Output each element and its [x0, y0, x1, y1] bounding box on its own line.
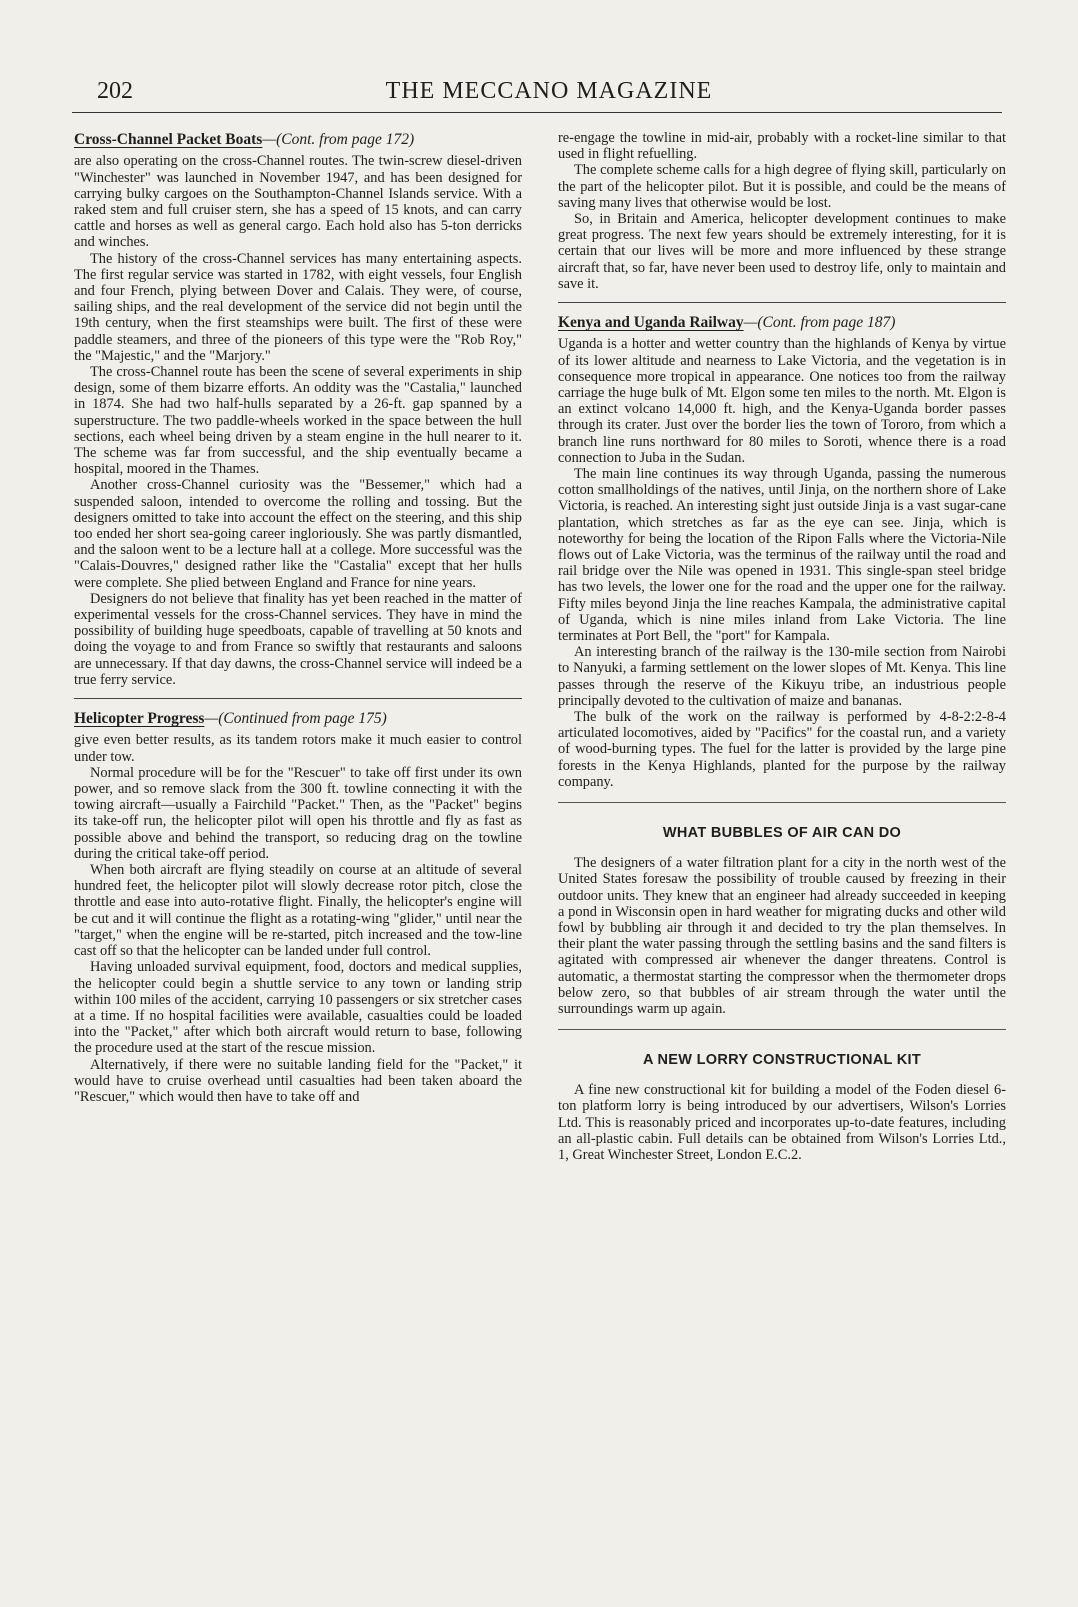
continuation-note: —(Continued from page 175): [204, 710, 387, 728]
paragraph: Normal procedure will be for the "Rescuer" to take off first under its own power, and so remove slack from the 300 ft. towline connecting it with the towing aircraft—usually a Fairchild "Packet." Then, as the "Packet" begins its take-off run, the helicopter pilot will open his throttle and fly as fast as possible above and behind the transport, so reducing drag on the towline during the critical take-off period.: [74, 764, 522, 862]
lorry-kit-heading: A NEW LORRY CONSTRUCTIONAL KIT: [642, 1052, 922, 1069]
paragraph: Alternatively, if there were no suitable landing field for the "Packet," it would have to cruise overhead until casualties had been taken aboard the "Rescuer," which would then have to take off and: [74, 1056, 522, 1105]
section-rule: [558, 802, 1006, 803]
paragraph: Uganda is a hotter and wetter country than the highlands of Kenya by virtue of its lower altitude and nearness to Lake Victoria, and the vegetation is in consequence more tropical in appearance. One notices too from the railway carriage the huge bulk of Mt. Elgon some ten miles to the north. Mt. Elgon is an extinct volcano 14,000 ft. high, and the Kenya-Uganda border passes through its crater. Just over the border lies the town of Tororo, from which a branch line runs northward for 80 miles to Soroti, whence there is a road connection to Juba in the Sudan.: [558, 336, 1006, 466]
paragraph: The bulk of the work on the railway is performed by 4-8-2:2-8-4 articulated locomotives, aided by "Pacifics" for the coastal run, and a variety of wood-burning types. The fuel for the latter is provided by the large pine forests in the Kenya Highlands, planted for the purpose by the railway company.: [558, 709, 1006, 790]
section-rule: [74, 698, 522, 699]
continuation-note: —(Cont. from page 187): [743, 314, 896, 332]
paragraph: The cross-Channel route has been the scene of several experiments in ship design, some of them bizarre efforts. An oddity was the "Castalia," launched in 1874. She had two half-hulls separated by a 26-ft. gap spanned by a superstructure. The two paddle-wheels worked in the space between the hull sections, each wheel being driven by a steam engine in the hull nearer to it. The scheme was far from successful, and the ship eventually became a hospital, moored in the Thames.: [74, 364, 522, 478]
paragraph: re-engage the towline in mid-air, probably with a rocket-line similar to that used in flight refuelling.: [558, 130, 1006, 163]
railway-heading: [558, 313, 1006, 332]
paragraph: give even better results, as its tandem rotors make it much easier to control under tow.: [74, 732, 522, 765]
page-header: [97, 78, 1001, 112]
paragraph: When both aircraft are flying steadily on course at an altitude of several hundred feet, the helicopter pilot will slowly decrease rotor pitch, close the throttle and ease into auto-rotative flight. Finally, the helicopter's engine will be cut and it will continue the flight as a rotating-wing "glider," until near the "target," when the engine will be re-started, pitch increased and the tow-line cast off so that the helicopter can be landed under full control.: [74, 862, 522, 960]
paragraph: Another cross-Channel curiosity was the "Bessemer," which had a suspended saloon, intended to overcome the rolling and tossing. But the designers omitted to take into account the effect on the steering, and this ship too ended her short sea-going career ingloriously. She was partly dismantled, and the saloon went to be a lecture hall at a college. More successful was the "Calais-Douvres," designed rather like the "Castalia" except that her hulls were complete. She plied between England and France for nine years.: [74, 477, 522, 591]
section-rule: [558, 302, 1006, 303]
page-number: 202: [97, 78, 133, 104]
paragraph: A fine new constructional kit for building a model of the Foden diesel 6-ton platform lorry is being introduced by our advertisers, Wilson's Lorries Ltd. This is reasonably priced and incorporates up-to-date features, including an all-plastic cabin. Full details can be obtained from Wilson's Lorries Ltd., 1, Great Winchester Street, London E.C.2.: [558, 1082, 1006, 1163]
continuation-note: —(Cont. from page 172): [262, 131, 415, 148]
paragraph: Designers do not believe that finality has yet been reached in the matter of experimental vessels for the cross-Channel services. They have in mind the possibility of building huge speedboats, capable of travelling at 50 knots and doing the voyage to and from France so swiftly that restaurants and saloons are unnecessary. If that day dawns, the cross-Channel service will indeed be a true ferry service.: [74, 590, 522, 688]
section-title: Helicopter Progress: [74, 710, 205, 728]
header-rule: [72, 112, 1002, 113]
cross-channel-heading: [74, 130, 522, 149]
section-rule: [558, 1029, 1006, 1030]
paragraph: An interesting branch of the railway is the 130-mile section from Nairobi to Nanyuki, a farming settlement on the lower slopes of Mt. Kenya. This line passes through the reserve of the Kikuyu tribe, an industrious people principally devoted to the cultivation of maize and bananas.: [558, 644, 1006, 709]
paragraph: Having unloaded survival equipment, food, doctors and medical supplies, the helicopter could begin a shuttle service to any town or landing strip within 100 miles of the accident, carrying 10 passengers or six stretcher cases at a time. If no hospital facilities were available, casualties could be loaded into the "Packet," after which both aircraft would return to base, following the procedure used at the start of the rescue mission.: [74, 959, 522, 1057]
paragraph: The history of the cross-Channel services has many entertaining aspects. The first regular service was started in 1782, with eight vessels, four English and four French, plying between Dover and Calais. They were, of course, sailing ships, and the real development of the service did not begin until the 19th century, when the first steamships were built. The first of these were paddle steamers, and three of the pioneers of this type were the "Rob Roy," the "Majestic," and the "Marjory.": [74, 250, 522, 364]
paragraph: The designers of a water filtration plant for a city in the north west of the United States foresaw the possibility of trouble caused by freezing in their outdoor units. They knew that an engineer had already succeeded in keeping a pond in Wisconsin open in hard weather for migrating ducks and other wild fowl by bubbling air through it and decided to try the plan themselves. In their plant the water passing through the settling basins and the sand filters is agitated with compressed air whenever the danger threatens. Control is automatic, a thermostat starting the compressor when the thermometer drops below zero, so that bubbles of air stream through the water until the surroundings warm up again.: [558, 855, 1006, 1017]
left-column: [74, 130, 522, 1105]
paragraph: The main line continues its way through Uganda, passing the numerous cotton smallholdings of the natives, until Jinja, on the northern shore of Lake Victoria, is reached. An interesting sight just outside Jinja is a vast sugar-cane plantation, which stretches as far as the eye can see. Jinja, which is noteworthy for being the location of the Ripon Falls where the Victoria-Nile flows out of Lake Victoria, was the terminus of the railway until the road and rail bridge over the Nile was opened in 1931. This single-span steel bridge has two levels, the lower one for the road and the upper one for the railway. Fifty miles beyond Jinja the line reaches Kampala, the administrative capital of Uganda, which is nine miles inland from Lake Victoria. The line terminates at Port Bell, the "port" for Kampala.: [558, 466, 1006, 645]
helicopter-heading: [74, 709, 522, 728]
section-title: Kenya and Uganda Railway: [558, 314, 744, 332]
bubbles-heading: WHAT BUBBLES OF AIR CAN DO: [662, 825, 902, 842]
paragraph: are also operating on the cross-Channel routes. The twin-screw diesel-driven "Winchester" was launched in November 1947, and has been designed for carrying bulky cargoes on the Southampton-Channel Islands service. With a raked stem and full cruiser stern, she has a speed of 15 knots, and can carry cattle and horses as well as general cargo. Each hold also has 5-ton derricks and winches.: [74, 153, 522, 251]
paragraph: The complete scheme calls for a high degree of flying skill, particularly on the part of the helicopter pilot. But it is possible, and could be the means of saving many lives that otherwise would be lost.: [558, 162, 1006, 211]
right-column: [558, 130, 1006, 1163]
section-title: Cross-Channel Packet Boats: [74, 131, 263, 148]
paragraph: So, in Britain and America, helicopter development continues to make great progress. The next few years should be extremely interesting, for it is certain that our lives will be more and more influenced by these strange aircraft that, so far, have never been used to destroy life, only to maintain and save it.: [558, 211, 1006, 292]
magazine-title: THE MECCANO MAGAZINE: [385, 78, 713, 104]
